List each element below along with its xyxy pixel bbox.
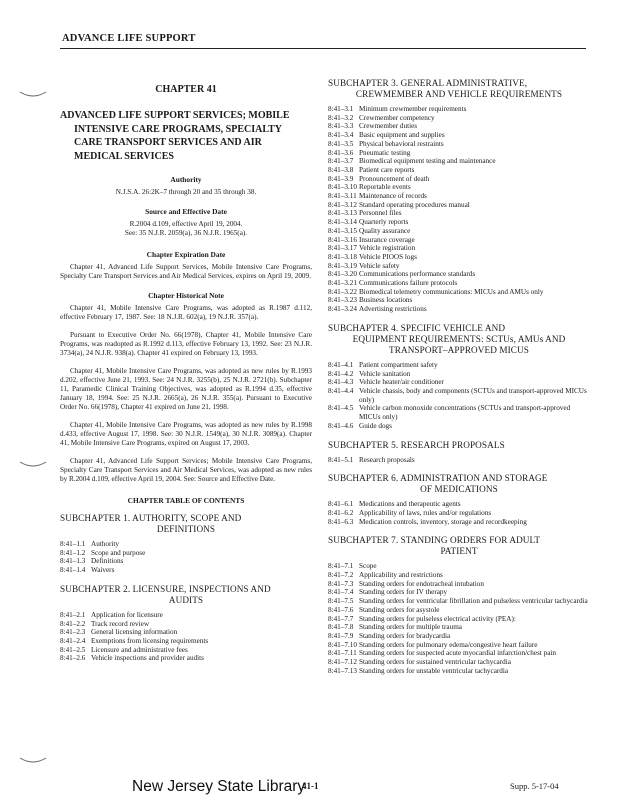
section-title: Quarterly reports xyxy=(359,218,409,227)
section-number: 8:41–3.13 xyxy=(328,209,357,218)
subchapter-heading-line-1: SUBCHAPTER 5. RESEARCH PROPOSALS xyxy=(328,439,505,450)
footer-page-number: 41-1 xyxy=(302,781,319,791)
section-number: 8:41–7.7 xyxy=(328,614,354,623)
chapter-label: CHAPTER 41 xyxy=(155,84,217,95)
section-title: Guide dogs xyxy=(359,421,392,430)
subchapter-block xyxy=(328,535,590,675)
toc-entry xyxy=(328,615,590,624)
section-title: Standing orders for endotracheal intubation xyxy=(359,579,484,588)
section-number: 8:41–3.17 xyxy=(328,244,357,253)
subchapter-heading xyxy=(328,535,590,557)
left-column xyxy=(60,78,312,672)
section-title: General licensing information xyxy=(91,628,178,637)
section-number: 8:41–4.5 xyxy=(328,404,354,413)
section-number: 8:41–3.4 xyxy=(328,131,354,140)
section-number: 8:41–3.5 xyxy=(328,139,354,148)
toc-entry xyxy=(328,305,590,314)
section-title: Medication controls, inventory, storage and recordkeeping xyxy=(359,517,527,526)
toc-entry xyxy=(328,157,590,166)
section-number: 8:41–3.24 xyxy=(328,305,357,314)
section-title: Pneumatic testing xyxy=(359,148,411,157)
subchapter-block xyxy=(328,473,590,526)
section-number: 8:41–3.10 xyxy=(328,183,357,192)
subchapter-heading-line-2: EQUIPMENT REQUIREMENTS: SCTUs, AMUs AND TRANSPORT–APPROVED MICUS xyxy=(352,333,566,355)
subchapter-heading-line-1: SUBCHAPTER 6. ADMINISTRATION AND STORAGE xyxy=(328,473,548,484)
section-title: Standing orders for multiple trauma xyxy=(359,623,462,632)
section-number: 8:41–7.1 xyxy=(328,562,354,571)
toc-entry xyxy=(328,166,590,175)
section-title: Business locations xyxy=(359,296,413,305)
section-title: Crewmember duties xyxy=(359,122,418,131)
section-title: Standing orders for ventricular fibrillation and pulseless ventricular tachycardia xyxy=(359,597,588,606)
source-line-1: R.2004 d.109, effective April 19, 2004. xyxy=(129,220,243,228)
history-paragraph: Pursuant to Executive Order No. 66(1978), Chapter 41, Mobile Intensive Care Programs, was readopted as R.1992 d.113, effective February 13, 1992. See: 23 N.J.R. 3734(a), 24 N.J.R. 938(a). Chapter 41 expired on February 13, 1993. xyxy=(60,331,312,357)
toc-entry xyxy=(328,370,590,379)
toc-entry xyxy=(328,131,590,140)
subchapter-block xyxy=(60,584,312,663)
subchapter-heading xyxy=(328,78,590,100)
right-column xyxy=(328,78,590,684)
section-title: Track record review xyxy=(91,619,150,628)
section-number: 8:41–1.1 xyxy=(60,540,86,548)
section-title: Personnel files xyxy=(359,209,402,218)
subchapter-heading-line-1: SUBCHAPTER 1. AUTHORITY, SCOPE AND xyxy=(60,513,242,523)
toc-entry xyxy=(328,227,590,236)
section-number: 8:41–7.2 xyxy=(328,571,354,580)
toc-entry xyxy=(328,387,590,404)
section-number: 8:41–7.10 xyxy=(328,640,357,649)
toc-entry xyxy=(328,518,590,527)
section-title: Vehicle inspections and provider audits xyxy=(91,654,204,663)
section-title: Vehicle carbon monoxide concentrations (SCTUs and transport-approved MICUs only) xyxy=(359,404,571,422)
toc-entry xyxy=(328,571,590,580)
section-title: Applicability and restrictions xyxy=(359,571,443,580)
toc-entry xyxy=(328,606,590,615)
toc-entry xyxy=(328,192,590,201)
section-number: 8:41–7.13 xyxy=(328,666,357,675)
section-title: Patient compartment safety xyxy=(359,360,438,369)
section-number: 8:41–3.16 xyxy=(328,235,357,244)
section-title: Pronouncement of death xyxy=(359,174,430,183)
subchapter-heading xyxy=(328,323,590,356)
section-title: Exemptions from licensing requirements xyxy=(91,636,209,645)
section-number: 8:41–2.3 xyxy=(60,628,86,637)
section-number: 8:41–3.1 xyxy=(328,105,354,113)
section-number: 8:41–2.6 xyxy=(60,654,86,663)
toc-entry xyxy=(328,378,590,387)
chapter-title: ADVANCED LIFE SUPPORT SERVICES; MOBILE INTENSIVE CARE PROGRAMS, SPECIALTY CARE TRANSPORT SERVICES AND AIR MEDICAL SERVICES xyxy=(60,110,290,162)
toc-entry xyxy=(328,632,590,641)
toc-entry xyxy=(328,500,590,509)
section-number: 8:41–3.11 xyxy=(328,192,357,201)
subchapter-heading-line-1: SUBCHAPTER 2. LICENSURE, INSPECTIONS AND xyxy=(60,583,271,594)
section-title: Licensure and administrative fees xyxy=(91,645,188,654)
toc-entry xyxy=(60,566,312,575)
history-paragraph: Chapter 41, Mobile Intensive Care Programs, was adopted as new rules by R.1998 d.433, effective August 17, 1998. See: 30 N.J.R. 1549(a), 30 N.J.R. 3089(a). Chapter 41, Mobile Intensive Care Programs, expired on August 17, 2003. xyxy=(60,421,312,447)
toc-entry xyxy=(328,580,590,589)
section-number: 8:41–2.1 xyxy=(60,610,86,619)
toc-entry xyxy=(328,649,590,658)
toc-entry xyxy=(328,623,590,632)
history-paragraph: Chapter 41, Advanced Life Support Services; Mobile Intensive Care Programs, Specialty Care Transport Services and Air Medical Services, was adopted as new rules by R.2004 d.109, effective April 19, 2004. See: Source and Effective Date. xyxy=(60,457,312,483)
subchapter-heading xyxy=(60,513,312,535)
toc-entry xyxy=(60,646,312,655)
section-title: Physical behavioral restraints xyxy=(359,139,444,148)
section-title: Minimum crewmember requirements xyxy=(359,105,467,113)
subchapter-heading-line-2: DEFINITIONS xyxy=(156,524,216,534)
section-number: 8:41–3.2 xyxy=(328,113,354,122)
section-title: Research proposals xyxy=(359,455,415,464)
toc-entry xyxy=(328,209,590,218)
section-number: 8:41–6.2 xyxy=(328,508,354,517)
subchapter-block xyxy=(328,78,590,314)
section-title: Reportable events xyxy=(359,183,411,192)
toc-heading: CHAPTER TABLE OF CONTENTS xyxy=(127,496,245,505)
section-title: Vehicle safety xyxy=(359,261,400,270)
history-paragraph: Chapter 41, Mobile Intensive Care Programs, was adopted as new rules by R.1993 d.202, effective June 21, 1993. See: 24 N.J.R. 3255(b), 25 N.J.R. 2721(b). Subchapter 11, Paramedic Clinical Training Objectives, was adopted as R.1994 d.35, effective January 18, 1994. See: 25 N.J.R. 2665(a), 26 N.J.R. 355(a). Pursuant to Executive Order No. 66(1978), Chapter 41 expired on June 21, 1998. xyxy=(60,367,312,411)
toc-entry xyxy=(328,361,590,370)
section-title: Standing orders for unstable ventricular tachycardia xyxy=(359,666,509,675)
toc-entry xyxy=(328,562,590,571)
section-number: 8:41–5.1 xyxy=(328,455,354,464)
toc-entry xyxy=(328,122,590,131)
toc-entry xyxy=(328,253,590,262)
toc-entry xyxy=(328,149,590,158)
section-number: 8:41–3.6 xyxy=(328,148,354,157)
section-number: 8:41–7.12 xyxy=(328,658,357,667)
subchapter-heading xyxy=(60,584,312,606)
section-title: Biomedical telemetry communications: MICUs and AMUs only xyxy=(359,287,544,296)
toc-entry xyxy=(60,557,312,566)
toc-entry xyxy=(60,628,312,637)
section-title: Vehicle registration xyxy=(359,244,416,253)
section-number: 8:41–7.4 xyxy=(328,588,354,597)
toc-entry xyxy=(328,270,590,279)
section-number: 8:41–3.18 xyxy=(328,252,357,261)
left-toc xyxy=(60,513,312,663)
section-title: Medications and therapeutic agents xyxy=(359,500,461,509)
history-paragraph: Chapter 41, Mobile Intensive Care Programs, was adopted as R.1987 d.112, effective February 17, 1987. See: 18 N.J.R. 602(a), 19 N.J.R. 357(a). xyxy=(60,304,312,321)
section-number: 8:41–3.7 xyxy=(328,157,354,166)
running-head: ADVANCE LIFE SUPPORT xyxy=(62,33,196,44)
subchapter-heading-line-1: SUBCHAPTER 4. SPECIFIC VEHICLE AND xyxy=(328,322,506,333)
toc-entry xyxy=(328,175,590,184)
expiration-text: Chapter 41, Advanced Life Support Services, Mobile Intensive Care Programs, Specialty Care Transport Services and Air Medical Services, expires on April 19, 2009. xyxy=(60,263,312,280)
section-title: Standing orders for bradycardia xyxy=(359,631,451,640)
section-title: Vehicle sanitation xyxy=(359,369,411,378)
section-number: 8:41–7.9 xyxy=(328,631,354,640)
section-title: Application for licensure xyxy=(91,610,163,619)
section-number: 8:41–7.5 xyxy=(328,597,354,606)
section-number: 8:41–1.4 xyxy=(60,566,86,575)
section-number: 8:41–1.2 xyxy=(60,548,86,557)
toc-entry xyxy=(60,549,312,558)
section-title: Insurance coverage xyxy=(359,235,415,244)
section-title: Standing orders for asystole xyxy=(359,605,440,614)
section-number: 8:41–4.3 xyxy=(328,378,354,387)
toc-entry xyxy=(328,422,590,431)
section-title: Standing orders for sustained ventricular tachycardia xyxy=(359,658,511,667)
section-title: Scope xyxy=(359,562,377,571)
section-title: Scope and purpose xyxy=(91,548,146,557)
section-title: Standing orders for suspected acute myocardial infarction/chest pain xyxy=(359,649,556,658)
section-title: Applicability of laws, rules and/or regulations xyxy=(359,508,492,517)
subchapter-heading-line-2: PATIENT xyxy=(440,546,478,557)
expiration-heading: Chapter Expiration Date xyxy=(146,250,226,259)
section-title: Vehicle chassis, body and components (SCTUs and transport-approved MICUs only) xyxy=(359,386,587,404)
toc-entry xyxy=(328,114,590,123)
toc-entry xyxy=(328,201,590,210)
section-title: Standard operating procedures manual xyxy=(359,200,470,209)
section-number: 8:41–4.6 xyxy=(328,421,354,430)
section-title: Communications failure protocols xyxy=(359,279,458,288)
subchapter-heading xyxy=(328,473,590,495)
history-heading: Chapter Historical Note xyxy=(148,291,224,300)
section-title: Vehicle PIOOS logs xyxy=(359,252,417,261)
subchapter-block xyxy=(328,440,590,465)
toc-entry xyxy=(60,654,312,663)
toc-entry xyxy=(328,404,590,421)
toc-entry xyxy=(60,637,312,646)
section-number: 8:41–7.11 xyxy=(328,649,357,658)
toc-entry xyxy=(328,262,590,271)
section-number: 8:41–3.22 xyxy=(328,287,357,296)
section-number: 8:41–2.5 xyxy=(60,645,86,654)
toc-entry xyxy=(328,641,590,650)
section-number: 8:41–3.15 xyxy=(328,226,357,235)
scan-mark-2 xyxy=(18,458,48,472)
footer-supplement: Supp. 5-17-04 xyxy=(510,781,559,791)
section-number: 8:41–4.1 xyxy=(328,360,354,369)
section-title: Biomedical equipment testing and maintenance xyxy=(359,157,496,166)
toc-entry xyxy=(328,244,590,253)
section-title: Vehicle heater/air conditioner xyxy=(359,378,445,387)
toc-entry xyxy=(328,279,590,288)
subchapter-heading xyxy=(328,440,590,451)
toc-entry xyxy=(328,588,590,597)
section-number: 8:41–3.23 xyxy=(328,296,357,305)
section-title: Patient care reports xyxy=(359,165,415,174)
right-toc xyxy=(328,78,590,675)
subchapter-heading-line-1: SUBCHAPTER 3. GENERAL ADMINISTRATIVE, xyxy=(328,78,528,88)
section-number: 8:41–3.20 xyxy=(328,270,357,279)
section-number: 8:41–2.2 xyxy=(60,619,86,628)
toc-entry xyxy=(328,667,590,676)
toc-entry xyxy=(328,658,590,667)
section-title: Standing orders for IV therapy xyxy=(359,588,448,597)
toc-entry xyxy=(328,140,590,149)
section-title: Standing orders for pulseless electrical activity (PEA): xyxy=(359,614,516,623)
section-number: 8:41–7.3 xyxy=(328,579,354,588)
section-number: 8:41–7.8 xyxy=(328,623,354,632)
section-number: 8:41–3.8 xyxy=(328,165,354,174)
scan-mark-1 xyxy=(18,88,48,102)
section-number: 8:41–6.1 xyxy=(328,500,354,509)
section-number: 8:41–3.21 xyxy=(328,279,357,288)
section-number: 8:41–6.3 xyxy=(328,517,354,526)
section-title: Authority xyxy=(91,540,119,548)
toc-entry xyxy=(328,509,590,518)
subchapter-block xyxy=(328,323,590,431)
toc-entry xyxy=(60,540,312,549)
toc-entry xyxy=(328,183,590,192)
section-number: 8:41–1.3 xyxy=(60,557,86,566)
subchapter-heading-line-2: AUDITS xyxy=(168,594,204,605)
section-number: 8:41–4.4 xyxy=(328,386,354,395)
section-number: 8:41–3.19 xyxy=(328,261,357,270)
section-number: 8:41–7.6 xyxy=(328,605,354,614)
section-number: 8:41–3.3 xyxy=(328,122,354,131)
subchapter-block xyxy=(60,513,312,575)
source-line-2: See: 35 N.J.R. 2059(a), 36 N.J.R. 1965(a). xyxy=(124,229,248,237)
section-number: 8:41–3.9 xyxy=(328,174,354,183)
toc-entry xyxy=(60,611,312,620)
toc-entry xyxy=(60,620,312,629)
section-title: Crewmember competency xyxy=(359,113,435,122)
section-title: Quality assurance xyxy=(359,226,411,235)
toc-entry xyxy=(328,236,590,245)
authority-heading: Authority xyxy=(170,175,202,184)
section-title: Maintenance of records xyxy=(359,192,427,201)
authority-text: N.J.S.A. 26:2K–7 through 20 and 35 through 38. xyxy=(115,188,257,196)
section-title: Waivers xyxy=(91,566,115,575)
section-number: 8:41–3.14 xyxy=(328,218,357,227)
subchapter-heading-line-2: OF MEDICATIONS xyxy=(420,484,498,495)
subchapter-heading-line-2: CREWMEMBER AND VEHICLE REQUIREMENTS xyxy=(355,89,563,99)
section-number: 8:41–4.2 xyxy=(328,369,354,378)
section-number: 8:41–3.12 xyxy=(328,200,357,209)
toc-entry xyxy=(328,296,590,305)
section-title: Definitions xyxy=(91,557,124,566)
section-title: Advertising restrictions xyxy=(359,305,427,314)
subchapter-heading-line-1: SUBCHAPTER 7. STANDING ORDERS FOR ADULT xyxy=(328,535,541,546)
toc-entry xyxy=(328,105,590,114)
scan-mark-3 xyxy=(18,754,48,768)
source-heading: Source and Effective Date xyxy=(145,207,227,216)
toc-entry xyxy=(328,288,590,297)
section-title: Standing orders for pulmonary edema/congestive heart failure xyxy=(359,640,538,649)
toc-entry xyxy=(328,597,590,606)
section-number: 8:41–2.4 xyxy=(60,636,86,645)
section-title: Communications performance standards xyxy=(359,270,476,279)
footer-library: New Jersey State Library xyxy=(132,778,306,795)
toc-entry xyxy=(328,456,590,465)
toc-entry xyxy=(328,218,590,227)
section-title: Basic equipment and supplies xyxy=(359,131,445,140)
header-rule xyxy=(60,48,586,49)
